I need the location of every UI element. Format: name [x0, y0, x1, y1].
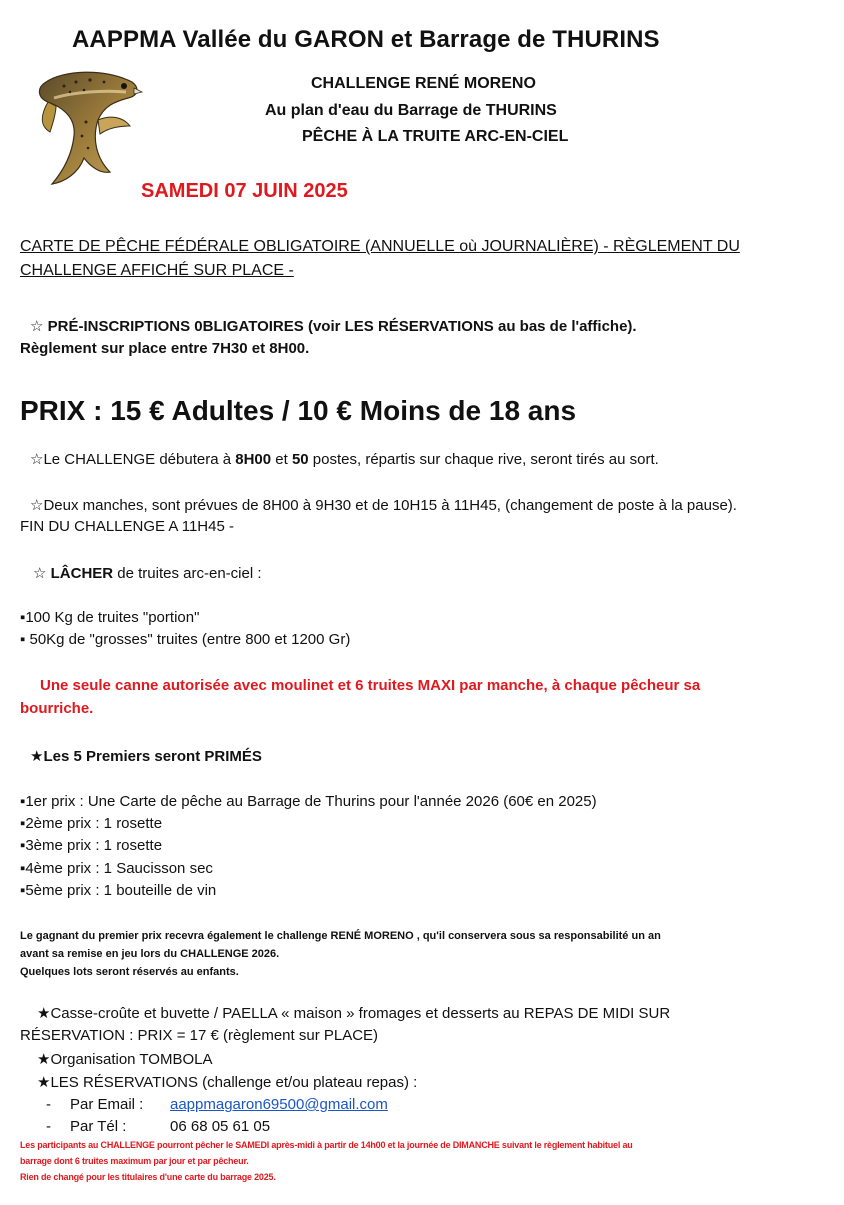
food-line-2: RÉSERVATION : PRIX = 17 € (règlement sur PLACE) — [20, 1027, 379, 1044]
end-time: FIN DU CHALLENGE A 11H45 - — [20, 518, 234, 535]
winner-note-line-3: Quelques lots seront réservés au enfants. — [20, 966, 239, 978]
star-filled-icon: ★ — [30, 748, 44, 765]
location: Au plan d'eau du Barrage de THURINS — [265, 102, 557, 119]
reservations-line — [37, 1073, 417, 1091]
notice-line-1: CARTE DE PÊCHE FÉDÉRALE OBLIGATOIRE (ANNUELLE où JOURNALIÈRE) - RÈGLEMENT DU — [20, 238, 740, 255]
prizes-heading — [30, 747, 262, 765]
food-text: Casse-croûte et buvette / PAELLA « maison » fromages et desserts au REPAS DE MIDI SUR — [50, 1005, 671, 1022]
posts-count: 50 — [291, 451, 309, 468]
reservations-detail: (challenge et/ou plateau repas) : — [198, 1074, 418, 1091]
prize-item: ▪2ème prix : 1 rosette — [20, 815, 163, 832]
start-text-a: Le CHALLENGE débutera à — [43, 451, 236, 468]
payment-info: Règlement sur place entre 7H30 et 8H00. — [20, 340, 310, 357]
prize-item: ▪3ème prix : 1 rosette — [20, 837, 163, 854]
rule-line-1: Une seule canne autorisée avec moulinet et 6 truites MAXI par manche, à chaque pêcheur sa — [40, 677, 701, 694]
trout-illustration — [34, 62, 146, 186]
rounds-line — [30, 496, 737, 514]
star-outline-icon: ☆ — [30, 318, 44, 335]
star-outline-icon: ☆ — [33, 565, 47, 582]
notice-line-2: CHALLENGE AFFICHÉ SUR PLACE - — [20, 262, 294, 279]
prize-item: ▪5ème prix : 1 bouteille de vin — [20, 882, 217, 899]
tombola-text: Organisation TOMBOLA — [50, 1051, 213, 1068]
start-text-c: postes, répartis sur chaque rive, seront tirés au sort. — [308, 451, 659, 468]
star-filled-icon: ★ — [37, 1005, 51, 1022]
food-line-1 — [37, 1004, 670, 1022]
event-date: SAMEDI 07 JUIN 2025 — [141, 180, 348, 202]
dash-bullet: - — [46, 1118, 51, 1135]
release-label: LÂCHER — [50, 565, 114, 582]
phone-number: 06 68 05 61 05 — [170, 1118, 271, 1135]
preinscription-label: PRÉ-INSCRIPTIONS 0BLIGATOIRES — [47, 318, 304, 335]
footer-line-3: Rien de changé pour les titulaires d'une carte du barrage 2025. — [20, 1172, 276, 1182]
email-label: Par Email : — [70, 1096, 144, 1113]
star-outline-icon: ☆ — [30, 451, 44, 468]
star-outline-icon: ☆ — [30, 497, 44, 514]
prizes-heading-text: Les 5 Premiers seront PRIMÉS — [43, 748, 262, 765]
winner-note-line-1: Le gagnant du premier prix recevra également le challenge RENÉ MORENO , qu'il conservera sous sa responsabilité un an — [20, 930, 661, 942]
preinscription-detail: (voir LES RÉSERVATIONS au bas de l'affiche). — [303, 318, 637, 335]
star-filled-icon: ★ — [37, 1051, 51, 1068]
fishing-type: PÊCHE À LA TRUITE ARC-EN-CIEL — [302, 128, 569, 145]
phone-label: Par Tél : — [70, 1118, 127, 1135]
preinscription-line — [30, 317, 637, 335]
prize-item: ▪1er prix : Une Carte de pêche au Barrage de Thurins pour l'année 2026 (60€ en 2025) — [20, 793, 597, 810]
winner-note-line-2: avant sa remise en jeu lors du CHALLENGE 2026. — [20, 948, 280, 960]
page-title: AAPPMA Vallée du GARON et Barrage de THURINS — [72, 26, 660, 53]
challenge-name: CHALLENGE RENÉ MORENO — [311, 75, 536, 92]
prize-item: ▪4ème prix : 1 Saucisson sec — [20, 860, 213, 877]
release-heading — [33, 564, 262, 582]
start-time: 8H00 — [235, 451, 272, 468]
start-info — [30, 450, 659, 468]
rule-line-2: bourriche. — [20, 700, 94, 717]
footer-line-1: Les participants au CHALLENGE pourront pêcher le SAMEDI après-midi à partir de 14h00 et la journée de DIMANCHE suivant le règlement habituel au — [20, 1140, 633, 1150]
dash-bullet: - — [46, 1096, 51, 1113]
tombola-line — [37, 1050, 212, 1068]
price-heading: PRIX : 15 € Adultes / 10 € Moins de 18 ans — [20, 395, 577, 426]
release-item-1: ▪100 Kg de truites "portion" — [20, 609, 200, 626]
rounds-text: Deux manches, sont prévues de 8H00 à 9H30 et de 10H15 à 11H45, (changement de poste à la pause). — [43, 497, 737, 514]
star-filled-icon: ★ — [37, 1074, 51, 1091]
email-link[interactable]: aappmagaron69500@gmail.com — [170, 1096, 388, 1113]
footer-line-2: barrage dont 6 truites maximum par jour et par pêcheur. — [20, 1156, 249, 1166]
release-item-2: ▪ 50Kg de "grosses" truites (entre 800 et 1200 Gr) — [20, 631, 351, 648]
start-text-b: et — [271, 451, 292, 468]
reservations-label: LES RÉSERVATIONS — [50, 1074, 198, 1091]
release-detail: de truites arc-en-ciel : — [113, 565, 262, 582]
